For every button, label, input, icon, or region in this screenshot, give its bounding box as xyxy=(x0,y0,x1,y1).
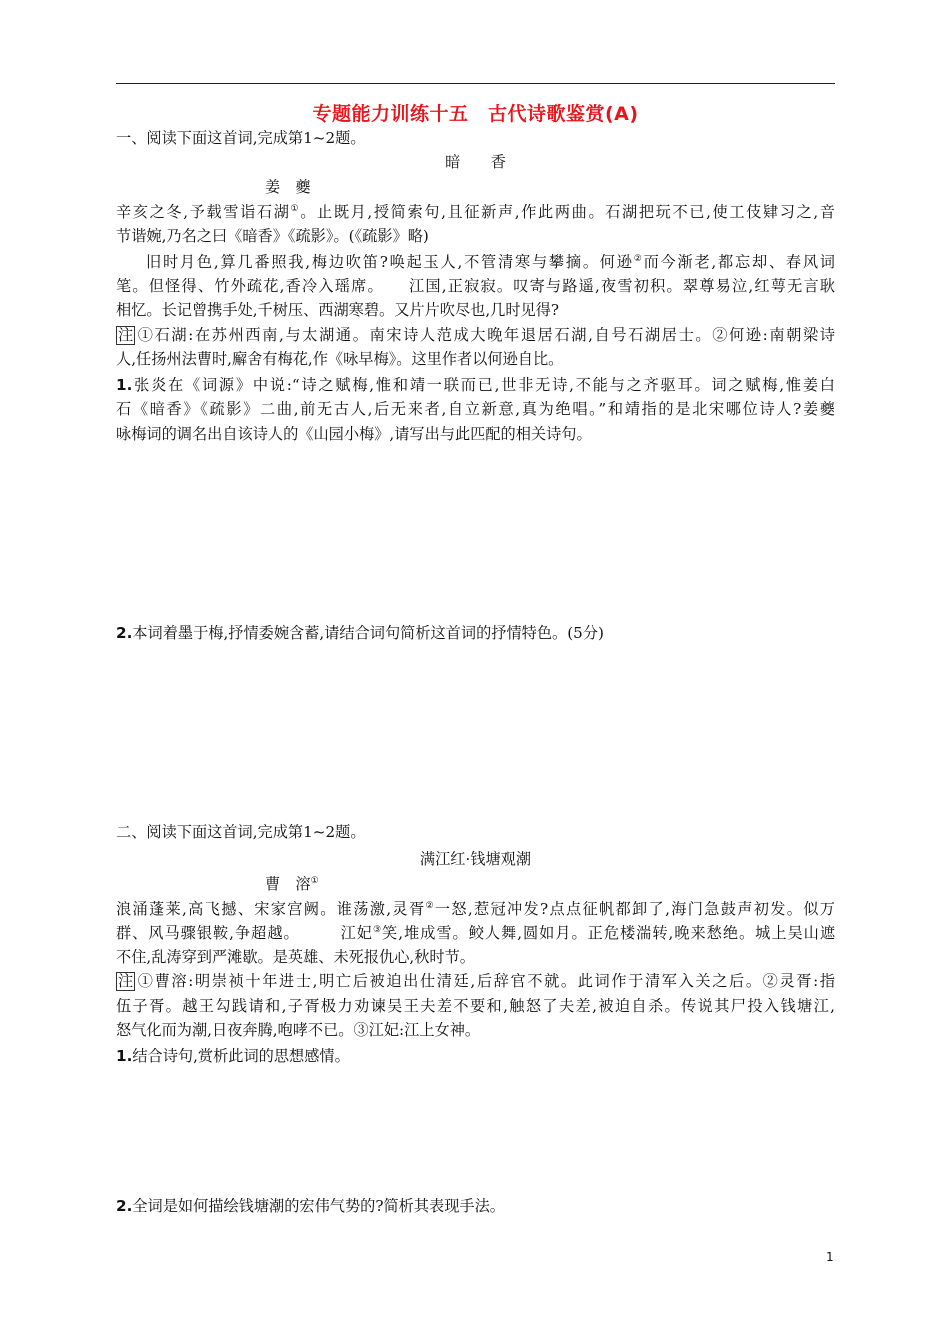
section2-instruction: 二、阅读下面这首词,完成第1~2题。 xyxy=(116,823,366,841)
section1-body-line1: 旧时月色,算几番照我,梅边吹笛?唤起玉人,不管清寒与攀摘。何逊②而今渐老,都忘却、春风词 xyxy=(146,253,835,271)
section1-author: 姜 夔 xyxy=(265,178,311,196)
footnote-marker: ① xyxy=(290,204,301,214)
section1-body-line2: 笔。但怪得、竹外疏花,香冷入瑶席。 江国,正寂寂。叹寄与路遥,夜雪初积。翠尊易泣,红萼无言耿 xyxy=(116,277,835,295)
section1-question2: 2.本词着墨于梅,抒情委婉含蓄,请结合词句简析这首词的抒情特色。(5分) xyxy=(116,624,604,642)
section1-poem-title: 暗 香 xyxy=(445,153,506,171)
section2-note-line3: 怒气化而为潮,日夜奔腾,咆哮不已。③江妃:江上女神。 xyxy=(116,1021,481,1039)
section2-body-line2: 群、风马骤银鞍,争超越。 江妃③笑,堆成雪。鲛人舞,圆如月。正危楼湍转,晚来愁绝。城上吴山遮 xyxy=(116,924,836,942)
section2-question1: 1.结合诗句,赏析此词的思想感情。 xyxy=(116,1047,350,1065)
page-number: 1 xyxy=(826,1250,834,1264)
footnote-marker: ① xyxy=(310,876,319,886)
section1-body-line3: 相忆。长记曾携手处,千树压、西湖寒碧。又片片吹尽也,几时见得? xyxy=(116,301,560,319)
section2-body-line3: 不住,乱涛穿到严滩歇。是英雄、未死报仇心,秋时节。 xyxy=(116,948,475,966)
footnote-marker: ② xyxy=(633,254,644,264)
note-label: 注 xyxy=(118,326,134,344)
section1-question1-line1: 1.张炎在《词源》中说:“诗之赋梅,惟和靖一联而已,世非无诗,不能与之齐驱耳。词之赋梅,惟姜白 xyxy=(116,376,835,394)
section1-question1-line2: 石《暗香》《疏影》二曲,前无古人,后无来者,自立新意,真为绝唱。”和靖指的是北宋哪位诗人?姜夔 xyxy=(116,400,835,418)
section1-question1-line3: 咏梅词的调名出自该诗人的《山园小梅》,请写出与此匹配的相关诗句。 xyxy=(116,425,592,443)
section2-question2: 2.全词是如何描绘钱塘潮的宏伟气势的?简析其表现手法。 xyxy=(116,1197,505,1215)
section1-preface-line2: 节谐婉,乃名之曰《暗香》《疏影》。(《疏影》略) xyxy=(116,227,429,245)
section1-note-line2: 人,任扬州法曹时,廨舍有梅花,作《咏早梅》。这里作者以何逊自比。 xyxy=(116,350,564,368)
section2-poem-title: 满江红·钱塘观潮 xyxy=(419,850,532,868)
section1-instruction: 一、阅读下面这首词,完成第1~2题。 xyxy=(116,129,366,147)
footnote-marker: ③ xyxy=(372,925,383,935)
footnote-marker: ② xyxy=(425,901,435,911)
section2-body-line1: 浪涌蓬莱,高飞撼、宋家宫阙。谁荡激,灵胥②一怒,惹冠冲发?点点征帆都卸了,海门急鼓声初发。似万 xyxy=(116,900,835,918)
section2-note-line1: 注 ①曹溶:明崇祯十年进士,明亡后被迫出仕清廷,后辞官不就。此词作于清军入关之后。②灵胥:指 xyxy=(118,972,835,990)
section2-note-line2: 伍子胥。越王勾践请和,子胥极力劝谏吴王夫差不要和,触怒了夫差,被迫自杀。传说其尸投入钱塘江, xyxy=(116,997,835,1015)
header-rule xyxy=(116,83,835,84)
note-label: 注 xyxy=(118,972,134,990)
section1-note-line1: 注 ①石湖:在苏州西南,与太湖通。南宋诗人范成大晚年退居石湖,自号石湖居士。②何逊:南朝梁诗 xyxy=(118,326,835,344)
page-title: 专题能力训练十五 古代诗歌鉴赏(A) xyxy=(312,103,639,125)
section1-preface-line1: 辛亥之冬,予载雪诣石湖①。止既月,授简索句,且征新声,作此两曲。石湖把玩不已,使工伎肄习之,音 xyxy=(116,203,835,221)
section2-author: 曹 溶① xyxy=(265,875,319,893)
